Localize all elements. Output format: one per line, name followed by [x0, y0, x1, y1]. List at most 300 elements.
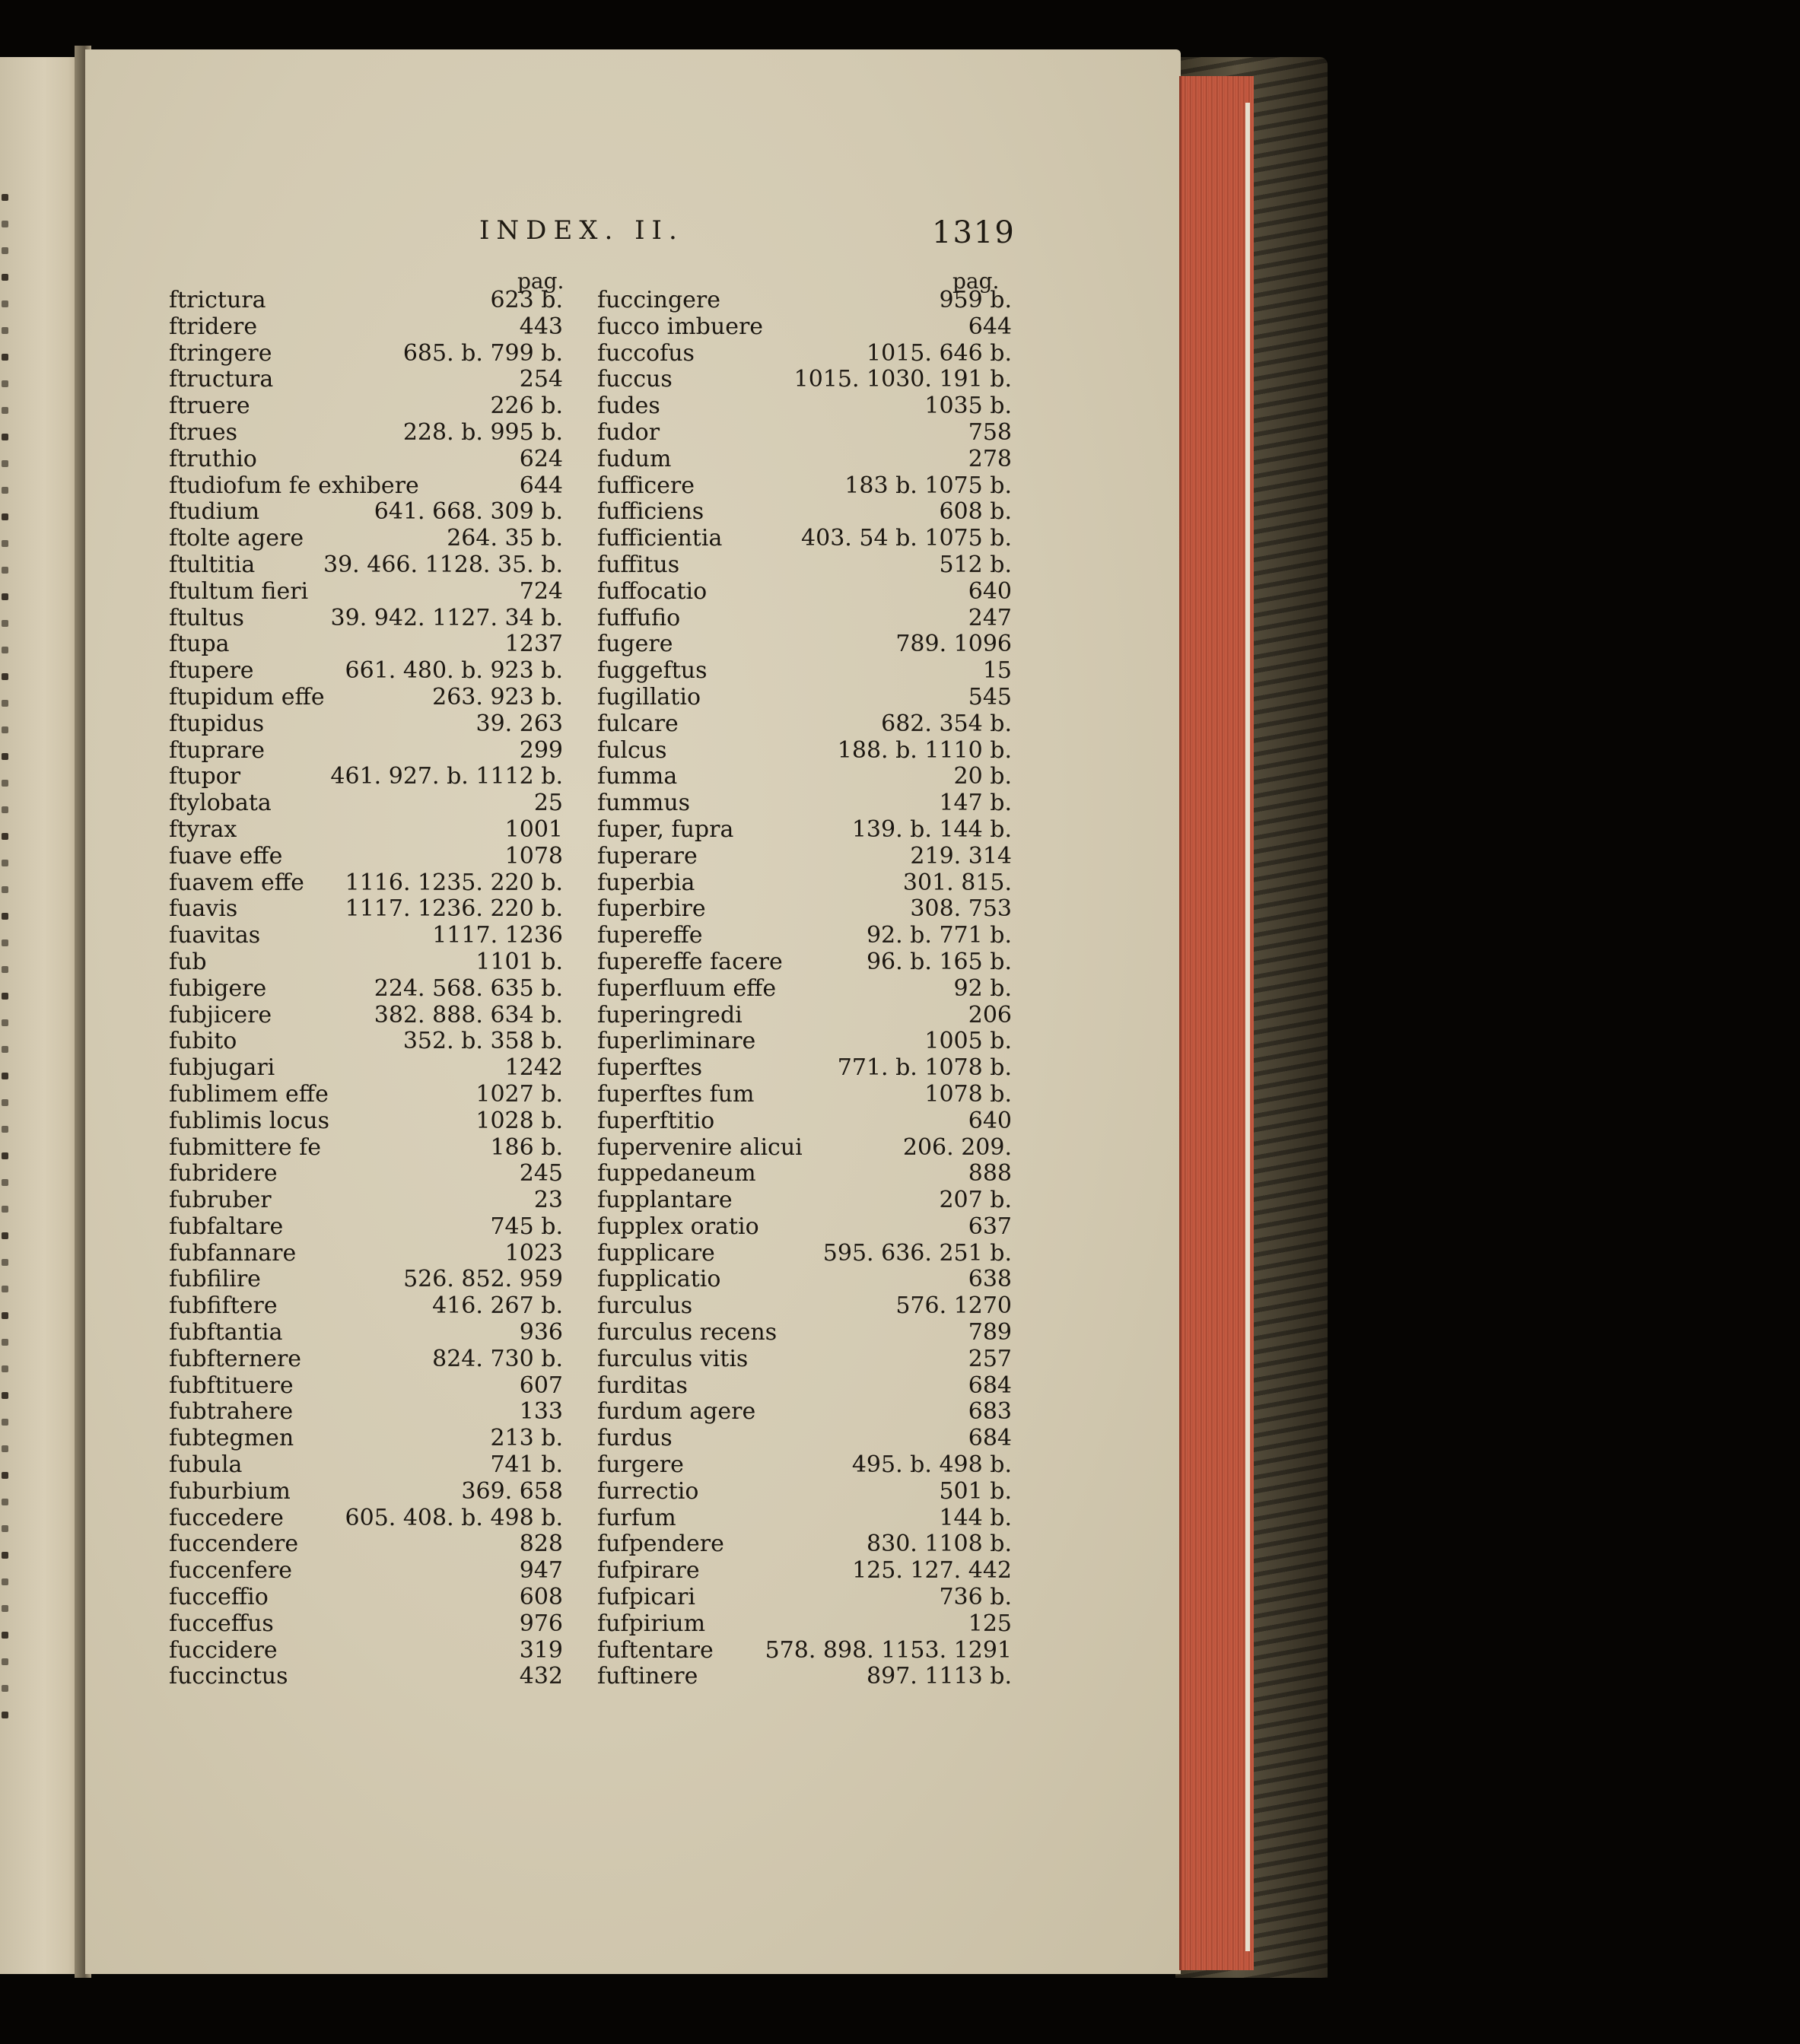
entry-term: fubftituere: [169, 1372, 294, 1399]
index-entry: [169, 1531, 580, 1558]
entry-page-ref: 684: [968, 1372, 1012, 1399]
entry-term: fucco imbuere: [597, 313, 764, 340]
text-fragment: [2, 1499, 8, 1505]
entry-term: ftyrax: [169, 815, 237, 843]
text-fragment: [2, 806, 8, 813]
text-fragment: [2, 833, 8, 840]
text-fragment: [2, 1152, 8, 1159]
entry-page-ref: 1078 b.: [924, 1080, 1012, 1108]
index-entry: [597, 1346, 1023, 1373]
red-page-edges: [1179, 76, 1254, 1970]
entry-term: fuftinere: [597, 1663, 698, 1690]
column-heading: pag.: [952, 269, 1000, 294]
index-entry: [597, 1638, 1023, 1664]
entry-term: fubigere: [169, 974, 267, 1002]
entry-term: fupplicare: [597, 1239, 715, 1267]
text-fragment: [2, 1179, 8, 1186]
entry-term: ftultus: [169, 604, 244, 631]
text-fragment: [2, 1445, 8, 1452]
entry-term: fubridere: [169, 1160, 278, 1187]
index-entry: [169, 1187, 580, 1214]
index-entry: [597, 896, 1023, 923]
entry-page-ref: 308. 753: [910, 895, 1012, 923]
text-fragment: [2, 1685, 8, 1692]
entry-term: fuccidere: [169, 1636, 278, 1664]
entry-term: ftylobata: [169, 790, 272, 817]
index-entry: [597, 870, 1023, 897]
entry-page-ref: 897. 1113 b.: [867, 1663, 1012, 1690]
index-entry: [597, 817, 1023, 844]
index-entry: [597, 1452, 1023, 1479]
entry-term: ftultitia: [169, 551, 256, 578]
entry-page-ref: 758: [968, 418, 1012, 446]
index-entry: [169, 499, 580, 526]
entry-page-ref: 432: [519, 1663, 563, 1690]
text-fragment: [2, 354, 8, 361]
text-fragment: [2, 1232, 8, 1239]
entry-page-ref: 623 b.: [490, 287, 563, 313]
index-entry: [597, 764, 1023, 790]
entry-page-ref: 213 b.: [490, 1425, 563, 1452]
entry-term: ftringere: [169, 339, 272, 367]
index-entry: [169, 923, 580, 949]
entry-term: fuperbire: [597, 895, 706, 923]
index-entry: [169, 526, 580, 552]
entry-term: fuftentare: [597, 1636, 714, 1664]
index-entry: [597, 1003, 1023, 1029]
text-fragment: [2, 1286, 8, 1292]
index-entry: [169, 738, 580, 765]
index-entry: [169, 976, 580, 1003]
index-entry: [169, 1426, 580, 1452]
entry-term: ftrues: [169, 418, 237, 446]
entry-term: fuavem effe: [169, 869, 304, 896]
entry-term: fulcare: [597, 710, 679, 737]
index-entry: [597, 1293, 1023, 1320]
entry-page-ref: 224. 568. 635 b.: [374, 974, 563, 1002]
index-entry: [597, 1241, 1023, 1267]
entry-page-ref: 682. 354 b.: [881, 710, 1012, 737]
entry-page-ref: 1023: [504, 1239, 563, 1267]
index-entry: [169, 1161, 580, 1187]
entry-term: fuccendere: [169, 1531, 299, 1558]
index-entry: [597, 1505, 1023, 1532]
entry-page-ref: 247: [968, 604, 1012, 631]
entry-page-ref: 188. b. 1110 b.: [837, 736, 1012, 764]
index-entry: [597, 1028, 1023, 1055]
entry-page-ref: 39. 466. 1128. 35. b.: [323, 551, 563, 578]
entry-page-ref: 640: [968, 1107, 1012, 1134]
index-entry: [169, 817, 580, 844]
entry-term: fuburbium: [169, 1477, 291, 1505]
entry-term: fugere: [597, 631, 673, 658]
entry-page-ref: 403. 54 b. 1075 b.: [801, 525, 1012, 552]
entry-term: fuccedere: [169, 1504, 284, 1531]
entry-page-ref: 254: [519, 366, 563, 393]
entry-page-ref: 226 b.: [490, 393, 563, 420]
entry-term: fudum: [597, 445, 672, 472]
index-entry: [597, 1108, 1023, 1135]
entry-term: fuperare: [597, 842, 698, 869]
entry-term: fuccinctus: [169, 1663, 288, 1690]
entry-page-ref: 39. 263: [475, 710, 563, 737]
index-entry: [597, 367, 1023, 393]
page-number: 1319: [932, 215, 1016, 250]
text-fragment: [2, 726, 8, 733]
text-fragment: [2, 194, 8, 201]
index-entry: [597, 420, 1023, 447]
index-entry: [169, 949, 580, 976]
entry-term: fubfannare: [169, 1239, 297, 1267]
entry-page-ref: 637: [968, 1213, 1012, 1240]
index-entry: [597, 1135, 1023, 1162]
text-fragment: [2, 780, 8, 787]
index-entry: [169, 1108, 580, 1135]
entry-term: fuggeftus: [597, 657, 708, 685]
text-fragment: [2, 939, 8, 946]
index-entry: [169, 367, 580, 393]
entry-term: fubftantia: [169, 1319, 283, 1346]
index-entry: [597, 1426, 1023, 1452]
text-fragment: [2, 1073, 8, 1079]
text-fragment: [2, 247, 8, 254]
text-fragment: [2, 1126, 8, 1133]
text-fragment: [2, 753, 8, 760]
entry-page-ref: 830. 1108 b.: [867, 1531, 1012, 1558]
index-entry: [597, 1399, 1023, 1426]
entry-page-ref: 526. 852. 959: [403, 1266, 563, 1293]
entry-term: fudor: [597, 418, 660, 446]
facing-page-text-fragments: [2, 194, 12, 1807]
entry-term: fuffufio: [597, 604, 681, 631]
index-entry: [597, 923, 1023, 949]
index-entry: [169, 1135, 580, 1162]
entry-term: fuperliminare: [597, 1028, 756, 1055]
text-fragment: [2, 221, 8, 227]
entry-page-ref: 640: [968, 577, 1012, 605]
entry-page-ref: 263. 923 b.: [432, 683, 563, 710]
entry-page-ref: 745 b.: [490, 1213, 563, 1240]
index-entry: [597, 1531, 1023, 1558]
text-fragment: [2, 407, 8, 414]
index-column-left: [169, 269, 580, 1690]
entry-page-ref: 1015. 1030. 191 b.: [793, 366, 1012, 393]
text-fragment: [2, 860, 8, 866]
entry-term: fublimis locus: [169, 1107, 329, 1134]
entry-term: fucceffio: [169, 1584, 269, 1611]
text-fragment: [2, 274, 8, 281]
text-fragment: [2, 1019, 8, 1026]
index-entry: [597, 1214, 1023, 1241]
entry-term: fubfilire: [169, 1266, 261, 1293]
index-entry: [169, 1346, 580, 1373]
entry-page-ref: 685. b. 799 b.: [402, 339, 563, 367]
entry-term: fuper, fupra: [597, 815, 734, 843]
index-entry: [169, 870, 580, 897]
index-entry: [597, 1267, 1023, 1293]
index-entry: [169, 341, 580, 367]
entry-term: fupervenire alicui: [597, 1133, 803, 1161]
entry-page-ref: 641. 668. 309 b.: [374, 498, 563, 526]
entry-term: fuccenfere: [169, 1557, 293, 1585]
entry-term: fubito: [169, 1028, 237, 1055]
entry-term: fuccus: [597, 366, 673, 393]
running-head: INDEX. II.: [479, 215, 684, 246]
entry-term: fuffitus: [597, 551, 680, 578]
entry-term: fuperbia: [597, 869, 695, 896]
entry-term: ftruere: [169, 393, 250, 420]
entry-page-ref: 23: [533, 1187, 563, 1214]
index-entry: [169, 1082, 580, 1108]
index-entry: [597, 499, 1023, 526]
entry-page-ref: 461. 927. b. 1112 b.: [330, 763, 563, 790]
text-fragment: [2, 1552, 8, 1559]
entry-term: fuavis: [169, 895, 238, 923]
index-entry: [169, 1585, 580, 1611]
entry-page-ref: 1028 b.: [475, 1107, 563, 1134]
text-fragment: [2, 1365, 8, 1372]
entry-page-ref: 144 b.: [939, 1504, 1012, 1531]
index-entry: [169, 288, 580, 314]
text-fragment: [2, 1339, 8, 1346]
index-entry: [169, 896, 580, 923]
entry-term: fufpendere: [597, 1531, 724, 1558]
entry-term: fubfaltare: [169, 1213, 284, 1240]
entry-term: fummus: [597, 790, 691, 817]
entry-page-ref: 183 b. 1075 b.: [844, 472, 1012, 499]
text-fragment: [2, 1658, 8, 1665]
text-fragment: [2, 886, 8, 893]
entry-page-ref: 25: [533, 790, 563, 817]
entry-term: fubula: [169, 1451, 243, 1479]
entry-page-ref: 736 b.: [939, 1584, 1012, 1611]
entry-term: ftridere: [169, 313, 258, 340]
entry-page-ref: 683: [968, 1398, 1012, 1426]
index-entry: [169, 420, 580, 447]
index-entry: [597, 658, 1023, 685]
text-fragment: [2, 673, 8, 680]
index-entry: [169, 1664, 580, 1690]
entry-term: fub: [169, 948, 207, 975]
entry-list: [169, 288, 580, 1690]
entry-page-ref: 352. b. 358 b.: [402, 1028, 563, 1055]
entry-term: furgere: [597, 1451, 684, 1479]
index-entry: [169, 579, 580, 606]
entry-page-ref: 1005 b.: [924, 1028, 1012, 1055]
index-entry: [597, 1187, 1023, 1214]
entry-page-ref: 139. b. 144 b.: [851, 815, 1012, 843]
entry-page-ref: 299: [519, 736, 563, 764]
entry-term: fufficiens: [597, 498, 704, 526]
entry-term: furfum: [597, 1504, 676, 1531]
entry-page-ref: 206. 209.: [902, 1133, 1012, 1161]
index-entry: [169, 1241, 580, 1267]
index-entry: [597, 1611, 1023, 1638]
entry-page-ref: 959 b.: [939, 287, 1012, 313]
index-entry: [169, 1611, 580, 1638]
column-heading: pag.: [517, 269, 564, 294]
entry-page-ref: 495. b. 498 b.: [851, 1451, 1012, 1479]
index-entry: [169, 631, 580, 658]
entry-page-ref: 976: [519, 1610, 563, 1637]
text-fragment: [2, 647, 8, 653]
text-fragment: [2, 620, 8, 627]
entry-term: ftruthio: [169, 445, 257, 472]
entry-term: fuppedaneum: [597, 1160, 756, 1187]
entry-term: fubruber: [169, 1187, 272, 1214]
index-entry: [169, 764, 580, 790]
entry-term: fupplicatio: [597, 1266, 721, 1293]
entry-term: fucceffus: [169, 1610, 274, 1637]
index-entry: [597, 949, 1023, 976]
index-entry: [169, 1558, 580, 1585]
text-fragment: [2, 327, 8, 334]
entry-term: fumma: [597, 763, 678, 790]
entry-page-ref: 147 b.: [939, 790, 1012, 817]
text-fragment: [2, 1578, 8, 1585]
text-fragment: [2, 1472, 8, 1479]
index-entry: [169, 790, 580, 817]
index-entry: [597, 1082, 1023, 1108]
entry-page-ref: 605. 408. b. 498 b.: [345, 1504, 563, 1531]
entry-term: ftuprare: [169, 736, 266, 764]
entry-term: furditas: [597, 1372, 688, 1399]
entry-page-ref: 789. 1096: [895, 631, 1012, 658]
entry-term: fubtrahere: [169, 1398, 294, 1426]
entry-page-ref: 771. b. 1078 b.: [837, 1054, 1012, 1082]
entry-list: [597, 288, 1023, 1690]
index-entry: [169, 1055, 580, 1082]
entry-term: furculus recens: [597, 1319, 778, 1346]
entry-term: fufpirare: [597, 1557, 700, 1585]
entry-term: fufficere: [597, 472, 695, 499]
entry-term: fubfternere: [169, 1345, 302, 1372]
index-entry: [169, 658, 580, 685]
text-fragment: [2, 1259, 8, 1266]
index-entry: [169, 711, 580, 738]
entry-term: fupplex oratio: [597, 1213, 759, 1240]
index-entry: [597, 579, 1023, 606]
index-entry: [169, 606, 580, 632]
index-entry: [169, 1399, 580, 1426]
entry-page-ref: 319: [519, 1636, 563, 1664]
entry-page-ref: 20 b.: [953, 763, 1012, 790]
entry-page-ref: 1237: [504, 631, 563, 658]
entry-term: fulcus: [597, 736, 667, 764]
index-entry: [597, 606, 1023, 632]
entry-term: ftudium: [169, 498, 260, 526]
entry-page-ref: 947: [519, 1557, 563, 1585]
page-edge-highlight: [1245, 103, 1250, 1951]
entry-term: furrectio: [597, 1477, 699, 1505]
index-entry: [597, 552, 1023, 579]
entry-page-ref: 661. 480. b. 923 b.: [345, 657, 563, 685]
entry-page-ref: 578. 898. 1153. 1291: [765, 1636, 1012, 1664]
entry-page-ref: 15: [982, 657, 1012, 685]
index-entry: [169, 844, 580, 870]
text-fragment: [2, 966, 8, 973]
text-fragment: [2, 1392, 8, 1399]
entry-term: ftupa: [169, 631, 230, 658]
entry-term: fufpirium: [597, 1610, 706, 1637]
text-fragment: [2, 1419, 8, 1426]
entry-term: fuccofus: [597, 339, 695, 367]
entry-term: fugillatio: [597, 683, 701, 710]
index-entry: [169, 1638, 580, 1664]
entry-term: ftudiofum fe exhibere: [169, 472, 419, 499]
index-entry: [597, 1055, 1023, 1082]
index-entry: [169, 447, 580, 473]
entry-page-ref: 278: [968, 445, 1012, 472]
entry-term: fupplantare: [597, 1187, 733, 1214]
entry-term: ftrictura: [169, 287, 266, 313]
entry-term: fupereffe facere: [597, 948, 783, 975]
entry-page-ref: 186 b.: [490, 1133, 563, 1161]
text-fragment: [2, 993, 8, 1000]
index-entry: [169, 393, 580, 420]
entry-term: furdus: [597, 1425, 673, 1452]
entry-page-ref: 382. 888. 634 b.: [374, 1001, 563, 1028]
entry-term: furculus vitis: [597, 1345, 749, 1372]
text-fragment: [2, 700, 8, 707]
index-entry: [597, 288, 1023, 314]
index-entry: [169, 1028, 580, 1055]
entry-page-ref: 125. 127. 442: [852, 1557, 1012, 1585]
entry-page-ref: 741 b.: [490, 1451, 563, 1479]
entry-page-ref: 828: [519, 1531, 563, 1558]
entry-term: fuperingredi: [597, 1001, 743, 1028]
entry-term: fupereffe: [597, 922, 703, 949]
text-fragment: [2, 1632, 8, 1639]
entry-page-ref: 608 b.: [939, 498, 1012, 526]
index-entry: [597, 341, 1023, 367]
entry-term: fubjugari: [169, 1054, 275, 1082]
entry-page-ref: 1101 b.: [475, 948, 563, 975]
text-fragment: [2, 1605, 8, 1612]
entry-term: ftolte agere: [169, 525, 304, 552]
index-entry: [597, 1373, 1023, 1400]
index-entry: [169, 1373, 580, 1400]
entry-page-ref: 1242: [504, 1054, 563, 1082]
entry-page-ref: 888: [968, 1160, 1012, 1187]
entry-term: fubmittere fe: [169, 1133, 322, 1161]
entry-term: fuffocatio: [597, 577, 708, 605]
index-entry: [597, 1479, 1023, 1505]
entry-page-ref: 257: [968, 1345, 1012, 1372]
index-entry: [169, 1452, 580, 1479]
text-fragment: [2, 1712, 8, 1718]
text-fragment: [2, 1046, 8, 1053]
entry-page-ref: 416. 267 b.: [432, 1292, 563, 1320]
text-fragment: [2, 540, 8, 547]
entry-page-ref: 133: [519, 1398, 563, 1426]
index-entry: [169, 685, 580, 711]
entry-page-ref: 644: [968, 313, 1012, 340]
entry-term: furdum agere: [597, 1398, 756, 1426]
text-fragment: [2, 593, 8, 600]
entry-term: fuperftitio: [597, 1107, 715, 1134]
entry-term: fudes: [597, 393, 660, 420]
entry-page-ref: 301. 815.: [902, 869, 1012, 896]
entry-page-ref: 92 b.: [953, 974, 1012, 1002]
entry-term: fuperftes fum: [597, 1080, 755, 1108]
index-entry: [597, 1161, 1023, 1187]
text-fragment: [2, 913, 8, 920]
entry-page-ref: 1116. 1235. 220 b.: [345, 869, 563, 896]
text-fragment: [2, 1312, 8, 1319]
entry-page-ref: 545: [968, 683, 1012, 710]
text-fragment: [2, 300, 8, 307]
